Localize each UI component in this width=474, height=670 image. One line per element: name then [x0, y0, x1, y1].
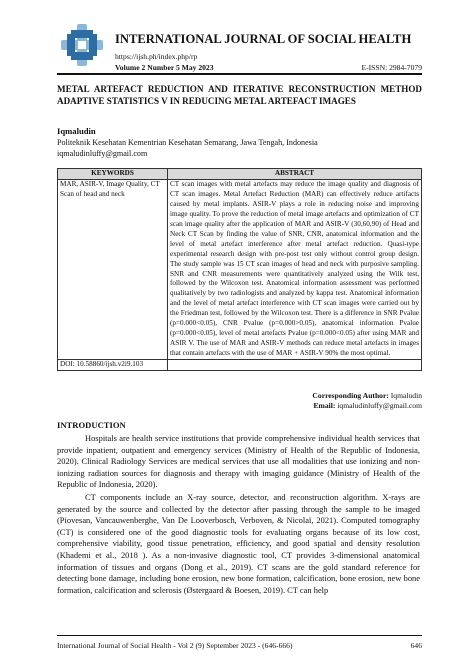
intro-paragraph-2-text: CT components include an X-ray source, detector, and reconstruction algorithm. X-rays are generated by the source and collected by the detector after passing through the sample to be imaged (Piovesan, Vancauwenberghe, Van De Looverbosch, Verboven, & Nicolaï, 2021). Computed tomography (CT) is considered one of the good diagnostic tools for evaluating organs because of its low cost, comprehensive viability, good tissue penetration, efficiency, and good spatial and density resolution (Khademi et al., 2018 ). As a non-invasive diagnostic tool, CT provides 3-dimensional anatomical information of tissues and organs (Dong et al., 2019). CT scans are the gold standard reference for detecting bone damage, including bone erosion, new bone formation, calcification, bone erosion, new bone formation, calcification and sclerosis (Østergaard & Boesen, 2019). CT can help: [57, 492, 420, 595]
author-affiliation: [57, 138, 318, 159]
journal-title: INTERNATIONAL JOURNAL OF SOCIAL HEALTH: [115, 32, 412, 46]
section-heading-introduction: INTRODUCTION: [57, 420, 126, 430]
empty-cell: [168, 360, 422, 371]
journal-header: [57, 22, 422, 74]
journal-volume: Volume 2 Number 5 May 2023: [115, 63, 214, 72]
corresponding-email-label: Email:: [313, 401, 336, 410]
intro-paragraph-1-text: Hospitals are health service institutions that provide comprehensive individual health services that provide inpatient, outpatient and emergency services (Ministry of Health of the Republic of Indonesia, 2020). Clinical Radiology Services are medical services that use all modalities that use ionizing and non-ionizing radiation sources for diagnosis and therapy with imaging guidance (Ministry of Health of the Republic of Indonesia, 2020).: [57, 433, 420, 490]
doi-cell[interactable]: DOI: 10.58860/ijsh.v2i9.103: [58, 360, 168, 371]
footer-citation: International Journal of Social Health - Vol 2 (9) September 2023 - (646-666): [57, 641, 293, 650]
intro-paragraph-2: [57, 492, 420, 596]
paper-title: METAL ARTEFACT REDUCTION AND ITERATIVE RECONSTRUCTION METHOD ADAPTIVE STATISTICS V IN REDUCING METAL ARTEFACT IMAGES: [57, 84, 422, 106]
corresponding-author-value: Iqmaludin: [390, 391, 422, 400]
footer-divider: [57, 635, 422, 636]
page-number: 646: [410, 641, 422, 650]
abstract-header: ABSTRACT: [168, 169, 422, 180]
author-email[interactable]: iqmaludinluffy@gmail.com: [57, 148, 148, 158]
journal-url[interactable]: https://ijsh.ph/index.php/rp: [115, 52, 198, 61]
journal-issn: E-ISSN: 2984-7079: [361, 63, 422, 72]
author-name: Iqmaludin: [57, 126, 96, 136]
plus-cross-logo-icon: [57, 22, 109, 68]
abstract-cell: CT scan images with metal artefacts may reduce the image quality and diagnosis of CT scan images. Metal Artefact Reduction (MAR) can effectively reduce artifacts caused by metal implants. ASIR-V plays a role in reducing noise and improving image quality. To prove the reduction of metal image artefacts and optimization of CT scan image quality after the application of MAR and ASIR-V (30,60,90) of Head and Neck CT Scan by finding the value of SNR, CNR, anatomical information and the level of metal artefact interference after metal artefact reduction. Quasi-type experimental research design with pre-post test only without control group design. The study sample was 15 CT scan images of head and neck with purposive sampling. SNR and CNR measurements were quantitatively analyzed using the Wilk test, followed by the Wilcoxon test. Anatomical information assessment was performed qualitatively by two radiologists and analyzed by kappa test. Anatomical information and the level of metal artefact interference with CT scan images were carried out by the Friedman test, followed by the Wilcoxon test. There is a difference in SNR Pvalue (p=0.000<0.05), CNR Pvalue (p=0.000>0.05), anatomical information Pvalue (p=0.000<0.05), level of metal artefacts Pvalue (p=0.000<0.05) after using MAR and ASIR V. The use of MAR and ASIR-V methods can reduce metal artefacts in images that contain artefacts with the use of MAR + ASIR-V 90% the most optimal.: [168, 179, 422, 359]
keywords-cell: MAR, ASIR-V, Image Quality, CT Scan of head and neck: [58, 179, 168, 359]
corresponding-author-label: Corresponding Author:: [312, 391, 389, 400]
affiliation-text: Politeknik Kesehatan Kementrian Kesehatan Semarang, Jawa Tengah, Indonesia: [57, 138, 318, 147]
keywords-abstract-table: [57, 168, 422, 371]
corresponding-author: [312, 391, 422, 400]
keywords-header: KEYWORDS: [58, 169, 168, 180]
corresponding-email: [313, 401, 422, 410]
intro-paragraph-1: [57, 433, 420, 491]
corresponding-email-value[interactable]: iqmaludinluffy@gmail.com: [337, 401, 422, 410]
header-divider: [57, 73, 422, 75]
